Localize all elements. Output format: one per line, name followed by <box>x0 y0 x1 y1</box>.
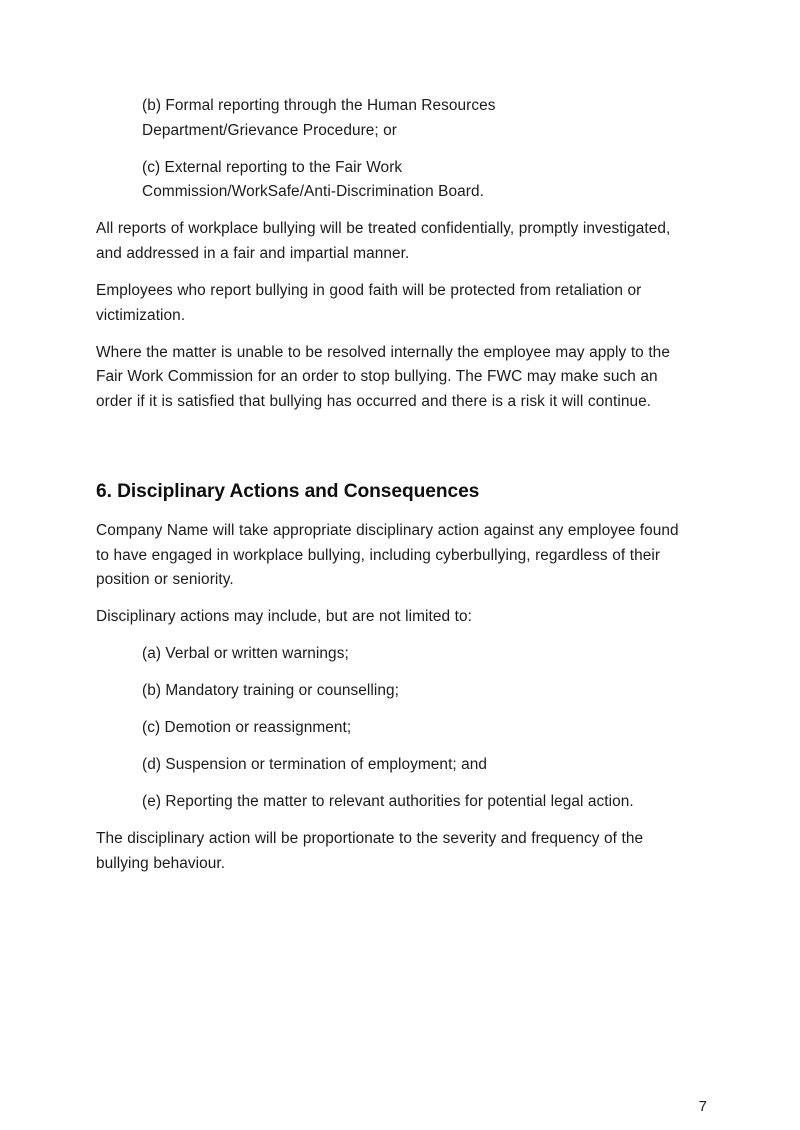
list-item-b-mandatory-training: (b) Mandatory training or counselling; <box>142 682 399 699</box>
paragraph-company-disciplinary-action: Company Name will take appropriate disciplinary action against any employee found to have engaged in workplace bullying, including cyberbullying, regardless of their position or seniority. <box>96 522 679 589</box>
list-item-c-external-reporting: (c) External reporting to the Fair Work Commission/WorkSafe/Anti-Discrimination Board. <box>142 158 484 201</box>
paragraph-fwc-stop-bullying-order: Where the matter is unable to be resolved internally the employee may apply to the Fair Work Commission for an order to stop bullying. The FWC may make such an order if it is satisfied that bullying has occurred and there is a risk it will continue. <box>96 343 670 410</box>
paragraph-proportionate-action: The disciplinary action will be proportionate to the severity and frequency of the bullying behaviour. <box>96 830 644 872</box>
paragraph-retaliation-protection: Employees who report bullying in good faith will be protected from retaliation or victimization. <box>96 282 642 324</box>
document-body <box>96 94 694 889</box>
section-spacer <box>96 427 694 479</box>
paragraph-actions-intro: Disciplinary actions may include, but are not limited to: <box>96 608 473 626</box>
page-number: 7 <box>698 1098 707 1115</box>
paragraph-confidentiality: All reports of workplace bullying will be treated confidentially, promptly investigated, and addressed in a fair and impartial manner. <box>96 220 671 262</box>
heading-disciplinary-actions-and-consequences: 6. Disciplinary Actions and Consequences <box>96 481 480 503</box>
list-item-e-report-to-authorities: (e) Reporting the matter to relevant authorities for potential legal action. <box>142 793 634 811</box>
list-item-d-suspension-termination: (d) Suspension or termination of employment; and <box>142 756 488 774</box>
list-item-a-verbal-written-warnings: (a) Verbal or written warnings; <box>142 644 349 662</box>
list-item-c-demotion-reassignment: (c) Demotion or reassignment; <box>142 719 352 737</box>
list-item-b-formal-reporting: (b) Formal reporting through the Human Resources Department/Grievance Procedure; or <box>142 97 496 139</box>
